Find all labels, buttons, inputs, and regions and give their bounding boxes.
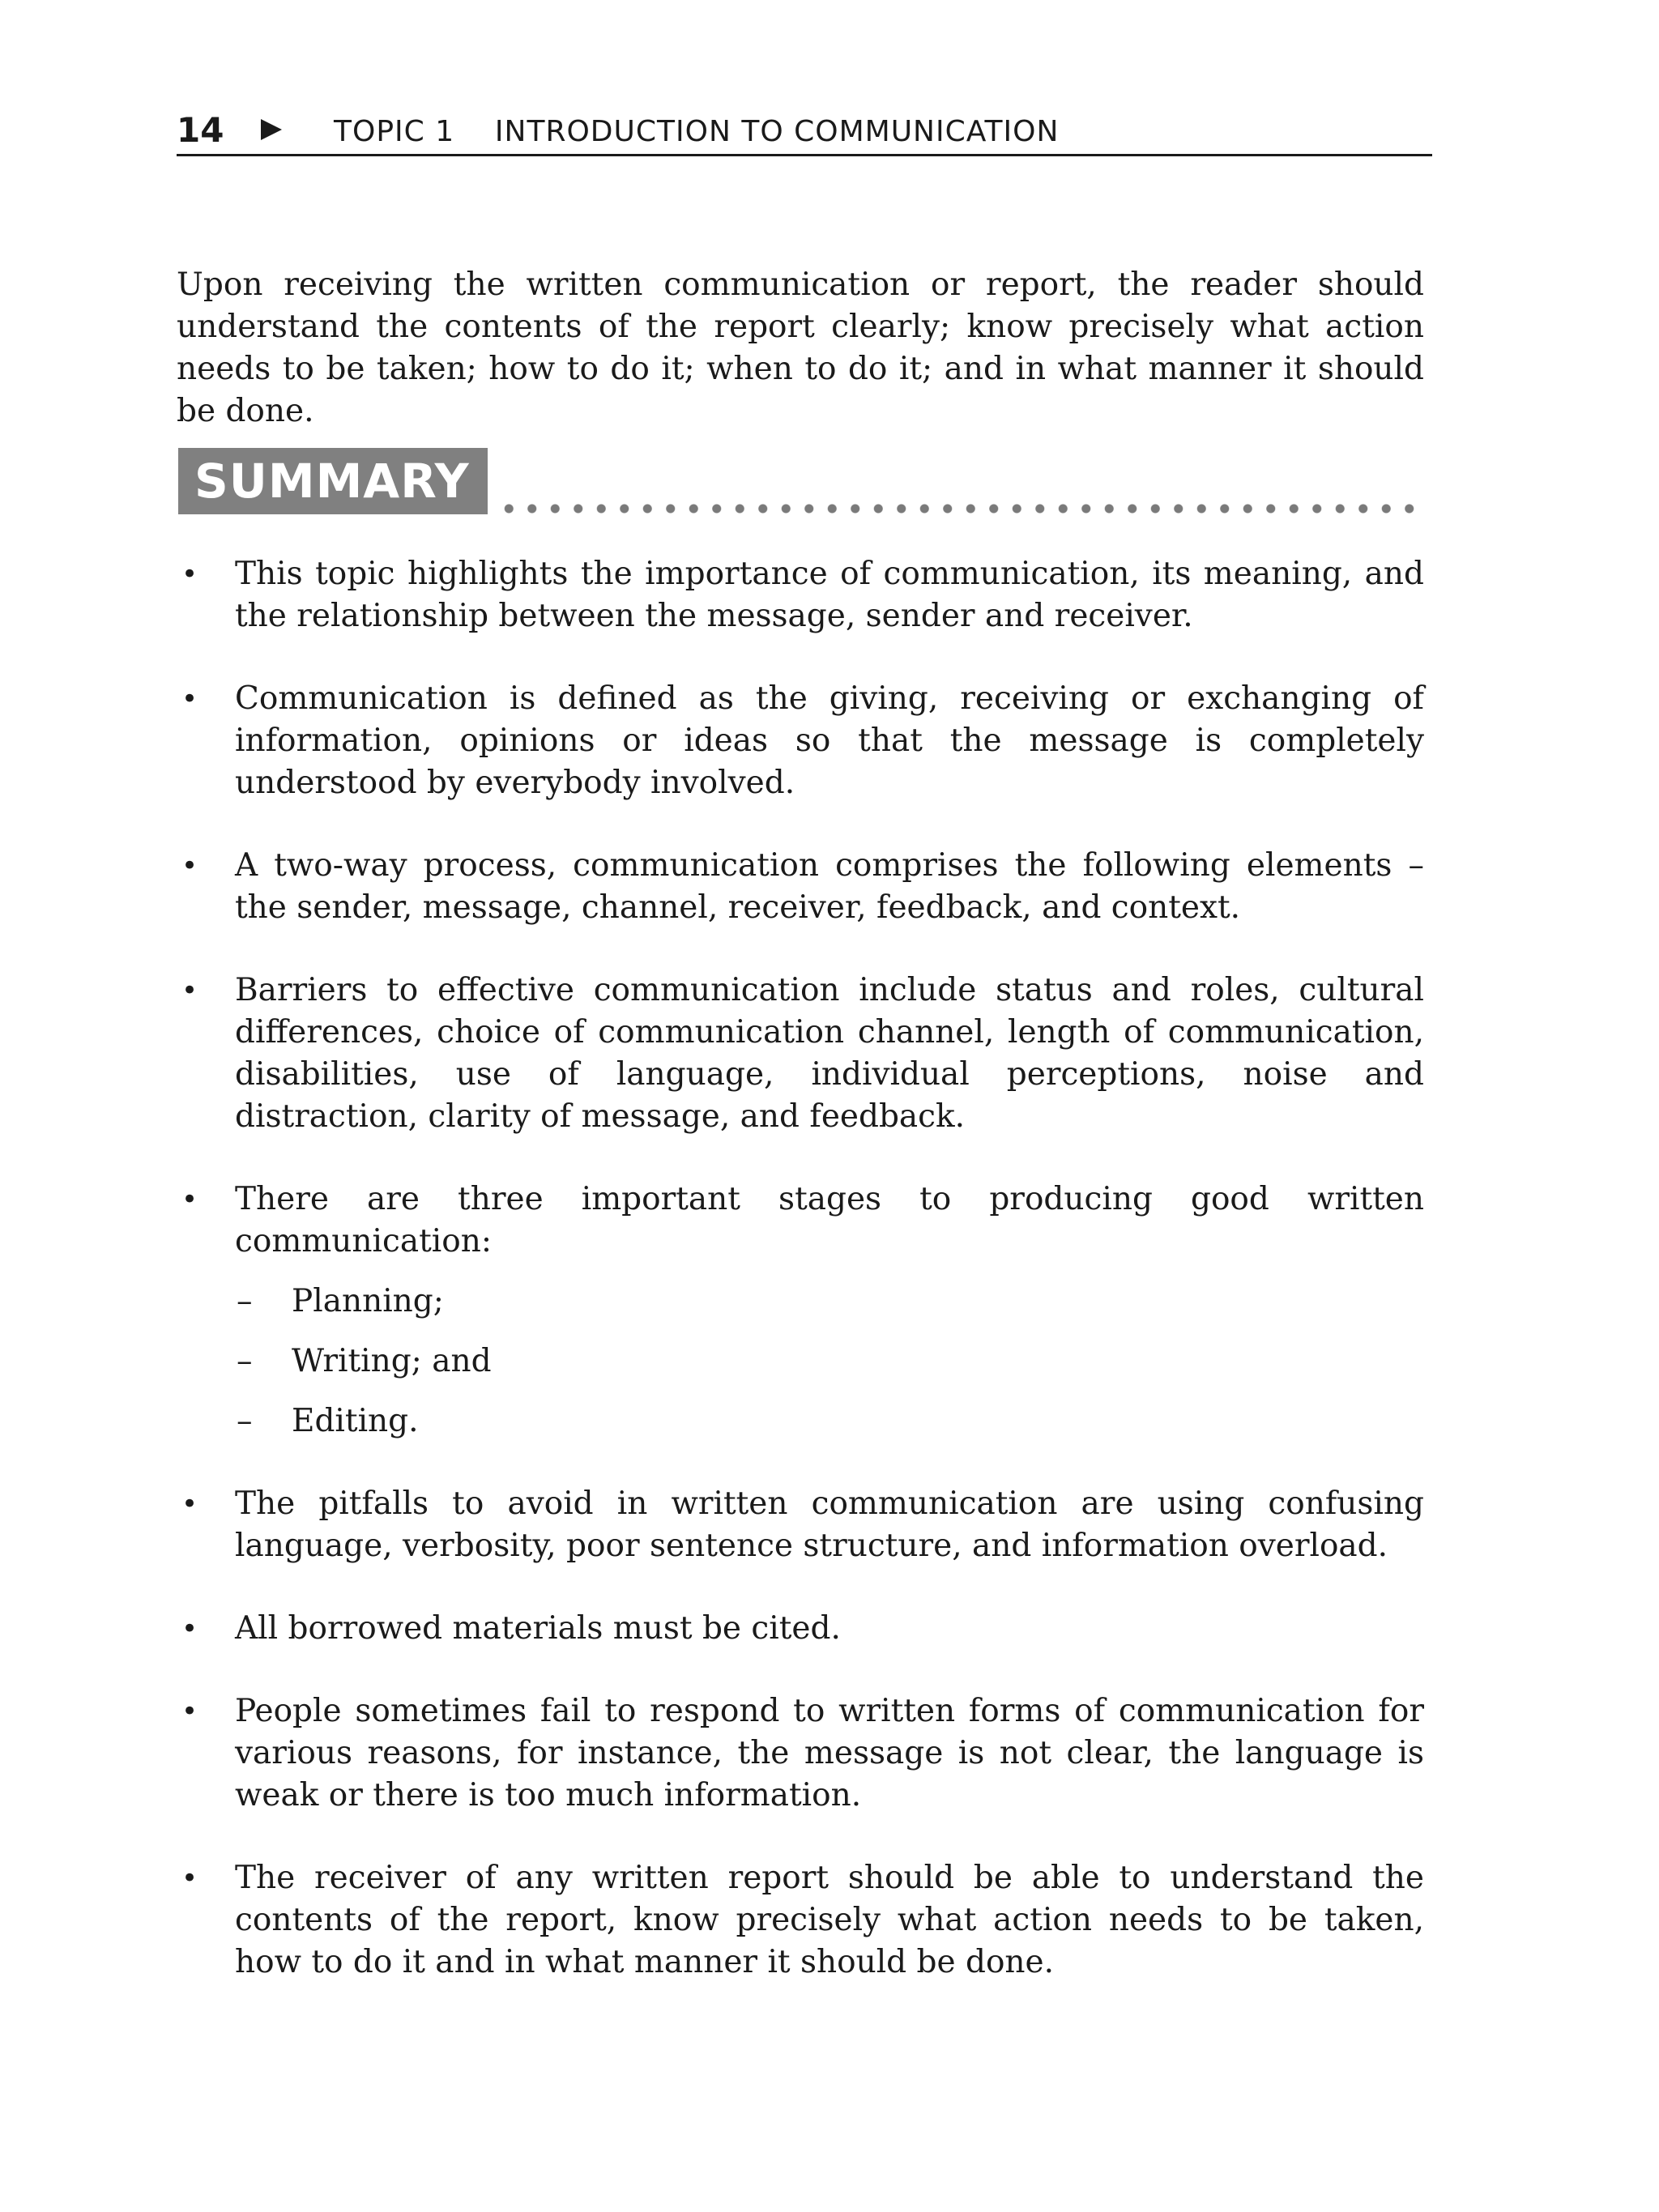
bullet-text: Barriers to effective communication include status and roles, cultural differences, choice of communication channel, length of communication, disabilities, use of language, individual perceptions, noise and distraction, clarity of message, and feedback. bbox=[235, 972, 1424, 1135]
bullet-text: Communication is defined as the giving, receiving or exchanging of information, opinions or ideas so that the message is completely understood by everybody involved. bbox=[235, 680, 1424, 801]
dash-icon: – bbox=[237, 1403, 253, 1439]
running-header bbox=[177, 110, 1432, 156]
sub-list bbox=[235, 1281, 1424, 1443]
header-chapter-title: INTRODUCTION TO COMMUNICATION bbox=[494, 115, 1060, 148]
bullet-text: People sometimes fail to respond to written forms of communication for various reasons, for instance, the message is not clear, the language is weak or there is too much information. bbox=[235, 1693, 1424, 1813]
sub-item-text: Editing. bbox=[292, 1403, 419, 1439]
bullet-icon: • bbox=[181, 850, 198, 882]
bullet-text: The pitfalls to avoid in written communication are using confusing language, verbosity, poor sentence structure, and information overload. bbox=[235, 1485, 1424, 1564]
summary-bullet-item bbox=[177, 845, 1424, 929]
summary-bullet-item bbox=[177, 1857, 1424, 1984]
bullet-icon: • bbox=[181, 974, 198, 1007]
dash-icon: – bbox=[237, 1343, 253, 1379]
page-number: 14 bbox=[177, 110, 224, 150]
intro-paragraph: Upon receiving the written communication or report, the reader should understand the contents of the report clearly; know precisely what action needs to be taken; how to do it; when to do it; and in what manner it should be done. bbox=[177, 266, 1424, 429]
summary-bullet-item bbox=[177, 970, 1424, 1138]
bullet-icon: • bbox=[181, 1862, 198, 1894]
bullet-icon: • bbox=[181, 1183, 198, 1216]
right-triangle-icon bbox=[261, 119, 282, 140]
bullet-text: This topic highlights the importance of communication, its meaning, and the relationship between the message, sender and receiver. bbox=[235, 556, 1424, 634]
dash-icon: – bbox=[237, 1283, 253, 1319]
bullet-text: There are three important stages to producing good written communication: bbox=[235, 1181, 1424, 1259]
bullet-icon: • bbox=[181, 1613, 198, 1645]
bullet-icon: • bbox=[181, 1695, 198, 1728]
bullet-text: The receiver of any written report should be able to understand the contents of the report, know precisely what action needs to be taken, how to do it and in what manner it should be done. bbox=[235, 1860, 1424, 1980]
bullet-icon: • bbox=[181, 683, 198, 715]
dotted-rule bbox=[497, 503, 1421, 514]
summary-bullet-item bbox=[177, 1178, 1424, 1443]
sub-list-item bbox=[235, 1281, 1424, 1323]
sub-item-text: Writing; and bbox=[292, 1343, 492, 1379]
summary-heading: SUMMARY bbox=[178, 448, 488, 514]
bullet-text: A two-way process, communication comprises the following elements – the sender, message, channel, receiver, feedback, and context. bbox=[235, 847, 1424, 926]
sub-list-item bbox=[235, 1400, 1424, 1443]
summary-bullet-item bbox=[177, 553, 1424, 637]
summary-list bbox=[177, 553, 1424, 2024]
bullet-text: All borrowed materials must be cited. bbox=[235, 1610, 841, 1647]
header-topic: TOPIC 1 bbox=[334, 115, 455, 148]
sub-item-text: Planning; bbox=[292, 1283, 444, 1319]
header-title bbox=[334, 112, 1059, 152]
sub-list-item bbox=[235, 1340, 1424, 1383]
summary-bullet-item bbox=[177, 678, 1424, 804]
summary-bullet-item bbox=[177, 1690, 1424, 1817]
bullet-icon: • bbox=[181, 558, 198, 590]
bullet-icon: • bbox=[181, 1488, 198, 1520]
summary-bullet-item bbox=[177, 1483, 1424, 1567]
summary-bullet-item bbox=[177, 1608, 1424, 1650]
